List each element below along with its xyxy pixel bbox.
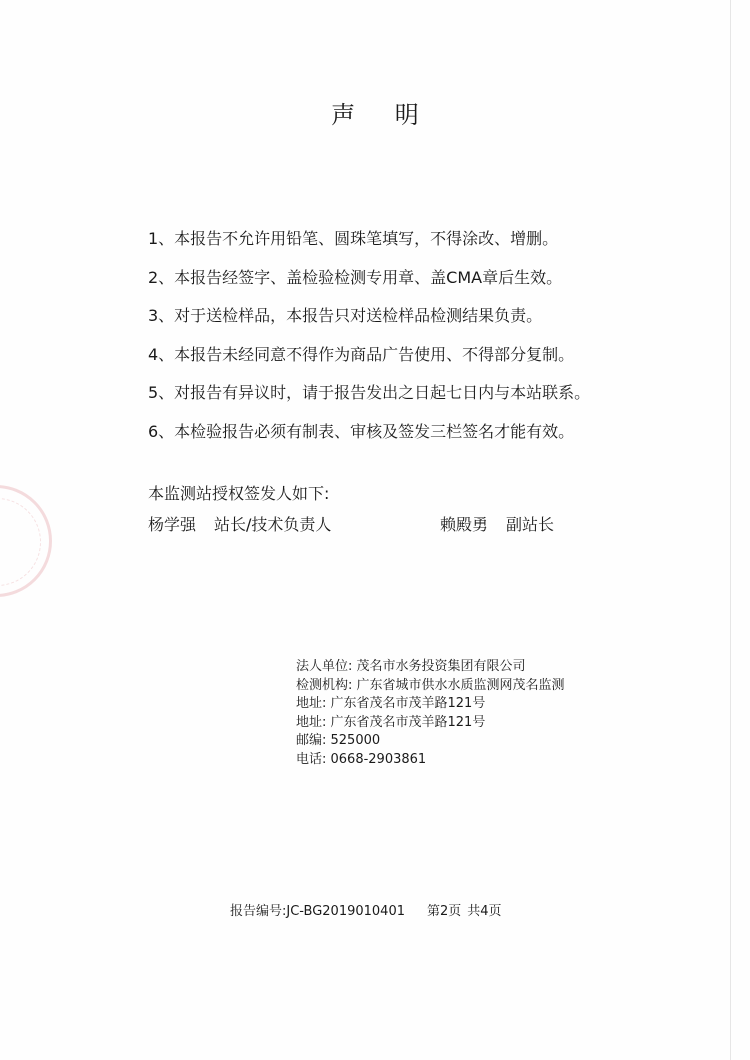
seal-inner-ring (0, 498, 41, 586)
signer-entry (440, 512, 554, 535)
contact-address: 地址: 广东省茂名市茂羊路121号 (296, 696, 486, 711)
signer-role: 站长/技术负责人 (214, 515, 332, 534)
contact-postcode: 邮编: 525000 (296, 733, 381, 748)
contact-block (296, 658, 565, 769)
page-number: 第2页 (427, 904, 462, 919)
contact-address: 地址: 广东省茂名市茂羊路121号 (296, 714, 486, 730)
statement-item: 4、本报告未经同意不得作为商品广告使用、不得部分复制。 (148, 344, 575, 364)
signer-name: 赖殿勇 (440, 515, 489, 534)
statement-item: 3、对于送检样品，本报告只对送检样品检测结果负责。 (148, 306, 543, 325)
statement-item: 5、对报告有异议时，请于报告发出之日起七日内与本站联系。 (148, 383, 591, 402)
signer-role: 副站长 (506, 515, 555, 534)
statement-item: 2、本报告经签字、盖检验检测专用章、盖CMA章后生效。 (148, 267, 563, 287)
seal-stamp-partial (0, 485, 52, 597)
page-footer (230, 900, 502, 919)
report-number: 报告编号:JC-BG2019010401 (230, 904, 405, 919)
signer-name: 杨学强 (148, 515, 197, 534)
page-title: 声 明 (331, 101, 435, 129)
statement-item: 1、本报告不允许用铅笔、圆珠笔填写，不得涂改、增删。 (148, 229, 559, 248)
authorized-signers-heading: 本监测站授权签发人如下: (148, 484, 330, 503)
statement-list (148, 228, 590, 459)
contact-testing-agency: 检测机构: 广东省城市供水水质监测网茂名监测 (296, 677, 565, 693)
contact-legal-entity: 法人单位: 茂名市水务投资集团有限公司 (296, 659, 526, 674)
contact-phone: 电话: 0668-2903861 (296, 751, 427, 767)
page-total: 共4页 (467, 904, 502, 919)
scan-edge-line (730, 0, 731, 1060)
signer-entry (148, 512, 331, 535)
statement-item: 6、本检验报告必须有制表、审核及签发三栏签名才能有效。 (148, 421, 575, 441)
